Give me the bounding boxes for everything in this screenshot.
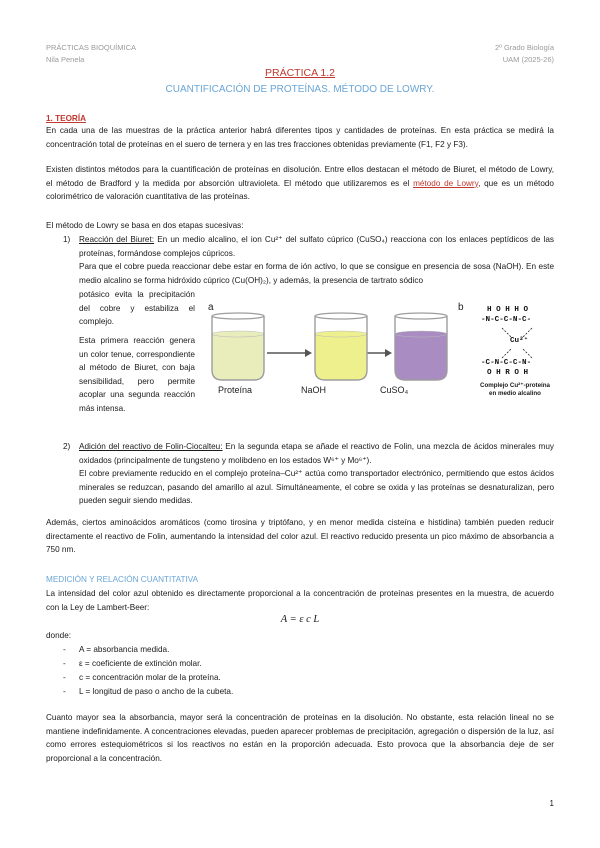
step1-naoh-paragraph: Para que el cobre pueda reaccionar debe estar en forma de ión activo, lo que se consigue en presencia de sosa (NaOH). En este medio alcalino se forma hidróxido cúprico (Cu(OH)₂), y además, la presencia de tartrato sódico [79, 262, 554, 285]
step2-copper-paragraph: El cobre previamente reducido en el complejo proteína–Cu²⁺ actúa como transportador electrónico, permitiendo que estos ácidos minerales se reduzcan, pasando del amarillo al azul. Simultáneamente, el cobre se oxida y las proteínas se desnaturalizan, pero pueden seguir siendo medidas. [79, 469, 554, 506]
tube-rim [212, 313, 264, 319]
paragraph-lambert-beer: La intensidad del color azul obtenido es directamente proporcional a la concentración de proteínas presentes en la muestra, de acuerdo con la Ley de Lambert-Beer: [46, 589, 554, 612]
tube-label-naoh: NaOH [301, 385, 327, 395]
section-heading-measurement: MEDICIÓN Y RELACIÓN CUANTITATIVA [46, 575, 199, 584]
structure-caption-line2: en medio alcalino [489, 390, 541, 397]
lowry-method-link: método de Lowry [413, 178, 479, 188]
step2-text: En la segunda etapa se añade el reactivo de Folin, una mezcla de ácidos minerales muy oxidados (principalmente de tungsteno y molibdeno en los estados W⁶⁺ y Mo⁶⁺). [79, 442, 554, 465]
arrow-1-head [305, 349, 312, 357]
tube-meniscus [315, 331, 367, 337]
list-item: c = concentración molar de la proteína. [79, 673, 221, 682]
step1-biuret-text: Esta primera reacción genera un color tenue, correspondiente al método de Biuret, con baja sensibilidad, pero permite acoplar una segunda reacción más intensa. [79, 336, 195, 413]
methods-text-b: , que es un método colorimétrico de valoración cuantitativa de las proteínas. [46, 178, 554, 202]
list-bullet: - [63, 645, 66, 654]
paragraph-stages: El método de Lowry se basa en dos etapas sucesivas: [46, 221, 244, 230]
paragraph-methods [46, 163, 554, 204]
section-heading-theory: 1. TEORÍA [46, 114, 87, 123]
tube-meniscus [212, 331, 264, 337]
tube-liquid [212, 334, 264, 380]
tube-rim [315, 313, 367, 319]
paragraph-amino-acids: Además, ciertos aminoácidos aromáticos (como tirosina y triptófano, y en menor medida cisteína e histidina) también pueden reducir directamente el reactivo de Folin, aumentando la intensidad del color azul. El reactivo reducido presenta un pico máximo de absorbancia a 750 nm. [46, 518, 554, 555]
structure-caption [467, 382, 563, 398]
structure-cu-ion: Cu²⁺ [510, 337, 529, 345]
header-university: UAM (2025-26) [502, 55, 554, 64]
header-author: Nila Penela [46, 55, 85, 64]
page-number: 1 [549, 799, 554, 808]
methods-text-a: Existen distintos métodos para la cuantificación de proteínas en disolución. Entre ellos destacan el método de Biuret, el método de Lowry, el método de Bradford y la medida por absorción ultravioleta. El método que utilizaremos es el [46, 165, 554, 188]
paragraph-intro: En cada una de las muestras de la práctica anterior habrá diferentes tipos y cantidades de proteínas. En esta práctica se medirá la concentración total de proteínas en el suero de ternera y en las tres fracciones obtenidas previamente (F1, F2 y F3). [46, 126, 554, 149]
formula-lambert-beer: A = ε c L [280, 614, 320, 625]
list-bullet: - [63, 659, 66, 668]
tube-label-protein: Proteína [218, 385, 253, 395]
page-subtitle: CUANTIFICACIÓN DE PROTEÍNAS. MÉTODO DE LOWRY. [165, 84, 435, 95]
step2-paragraph [79, 440, 554, 467]
structure-caption-line1: Complejo Cu²⁺-proteína [480, 382, 550, 389]
coordination-lines [482, 326, 552, 360]
tube-meniscus [395, 331, 447, 337]
donde-label: donde: [46, 631, 72, 640]
step1-title: Reacción del Biuret: [79, 235, 155, 244]
step1-text: En un medio alcalino, el ion Cu²⁺ del sulfato cúprico (CuSO₄) reacciona con los enlaces peptídicos de las proteínas, formándose complejos cúpricos. [79, 235, 554, 258]
tube-label-cuso4: CuSO₄ [380, 385, 409, 395]
list-bullet: - [63, 673, 66, 682]
list-item: A = absorbancia medida. [79, 645, 170, 654]
header-course: PRÁCTICAS BIOQUÍMICA [46, 43, 137, 52]
page-title: PRÁCTICA 1.2 [264, 67, 336, 79]
step1-number: 1) [63, 235, 71, 244]
figure-label-b: b [458, 302, 464, 313]
step2-number: 2) [63, 442, 71, 451]
structure-bottom-row2: O H R O H [487, 369, 529, 377]
arrow-2-head [385, 349, 392, 357]
list-item: ε = coeficiente de extinción molar. [79, 659, 202, 668]
tube-liquid [395, 334, 447, 380]
list-bullet: - [63, 687, 66, 696]
paragraph-conclusion: Cuanto mayor sea la absorbancia, mayor será la concentración de proteínas en la disolución. No obstante, esta relación lineal no se mantiene indefinidamente. A concentraciones elevadas, pueden aparecer problemas de precipitación, agregación o dispersión de la luz, así como errores estequiométricos si los reactivos no están en la proporción adecuada. Esto provoca que la absorbancia deje de ser proporcional a la concentración. [46, 713, 554, 763]
step1-tartrate-text: potásico evita la precipitación del cobre y estabiliza el complejo. [79, 290, 195, 327]
tube-rim [395, 313, 447, 319]
structure-top-row1: H O H H O [487, 306, 529, 314]
list-item: L = longitud de paso o ancho de la cubeta. [79, 687, 234, 696]
tube-liquid [315, 334, 367, 380]
structure-bottom-row1: -C-N-C-C-N- [481, 359, 532, 367]
step2-title: Adición del reactivo de Folin-Ciocalteu: [79, 442, 223, 451]
header-degree: 2º Grado Biología [494, 43, 554, 52]
figure-label-a: a [208, 302, 214, 313]
structure-top-row2: -N-C-C-N-C- [481, 316, 532, 324]
step1-paragraph [79, 233, 554, 260]
